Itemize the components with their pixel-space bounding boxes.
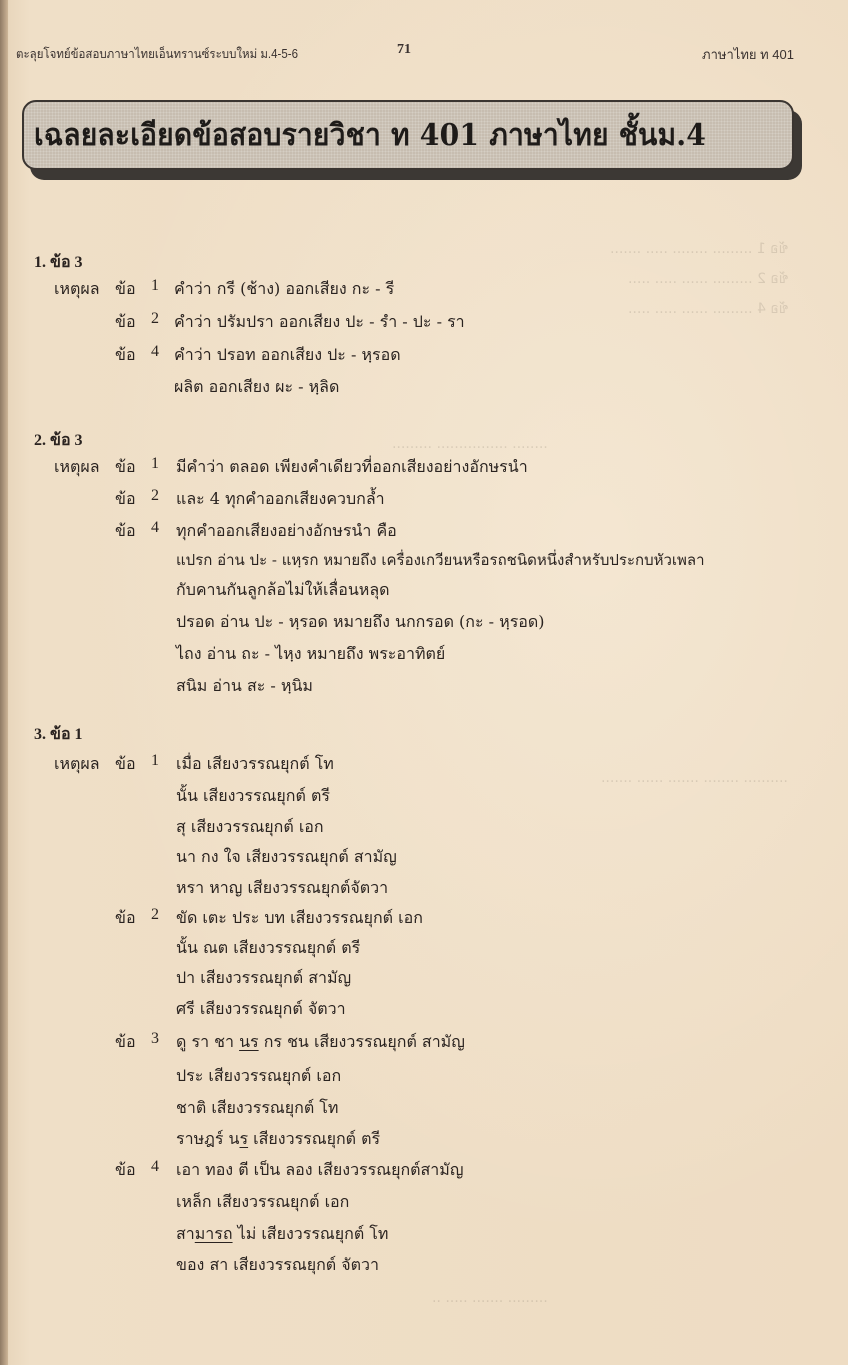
choice-number: 2: [151, 906, 159, 923]
reason-line: นั้น ณต เสียงวรรณยุกต์ ตรี: [176, 938, 361, 957]
title-banner-box: [22, 100, 794, 170]
book-title: ตะลุยโจทย์ข้อสอบภาษาไทยเอ็นทรานซ์ระบบใหม่ ม.4-5-6: [16, 47, 298, 61]
reason-line: หรา หาญ เสียงวรรณยุกต์จัตวา: [176, 878, 389, 897]
reason-line: ผลิต ออกเสียง ผะ - หฺลิด: [174, 377, 340, 396]
reason-line-underlined: [176, 1222, 388, 1247]
bleed-through-text: ......... ....... ..... ..: [432, 1290, 548, 1306]
choice-label: ข้อ: [115, 457, 136, 476]
subject-label: ภาษาไทย ท 401: [702, 47, 794, 62]
reason-label: เหตุผล: [54, 457, 100, 476]
reason-line: เหล็ก เสียงวรรณยุกต์ เอก: [176, 1192, 350, 1211]
reason-line: ศรี เสียงวรรณยุกต์ จัตวา: [176, 999, 346, 1018]
reason-line: ชาติ เสียงวรรณยุกต์ โท: [176, 1098, 339, 1117]
choice-number: 4: [151, 519, 159, 536]
reason-line-underlined: [176, 1030, 465, 1055]
reason-label: เหตุผล: [54, 279, 100, 298]
choice-number: 4: [151, 1158, 159, 1175]
book-spine-shadow: [0, 0, 8, 1365]
choice-label: ข้อ: [115, 908, 136, 927]
choice-number: 2: [151, 310, 159, 327]
choice-label: ข้อ: [115, 1160, 136, 1179]
choice-number: 1: [151, 455, 159, 472]
choice-number: 3: [151, 1030, 159, 1047]
question-2-heading: 2. ข้อ 3: [34, 432, 83, 449]
question-1-heading: 1. ข้อ 3: [34, 254, 83, 271]
underlined-word: มารถ: [194, 1224, 233, 1243]
title-banner: [22, 100, 806, 182]
reason-line: สุ เสียงวรรณยุกต์ เอก: [176, 817, 324, 836]
bleed-through-text: ข้อ 1 ......... ........ ..... .......: [609, 241, 788, 257]
reason-line: ประ เสียงวรรณยุกต์ เอก: [176, 1066, 342, 1085]
text-segment: ไม่ เสียงวรรณยุกต์ โท: [232, 1224, 389, 1243]
reason-line: ขัด เตะ ประ บท เสียงวรรณยุกต์ เอก: [176, 908, 423, 927]
reason-line: คำว่า กรี (ช้าง) ออกเสียง กะ - รี: [174, 279, 395, 298]
choice-label: ข้อ: [115, 1032, 136, 1051]
reason-line: ปรอด อ่าน ปะ - หฺรอด หมายถึง นกกรอด (กะ - หฺรอด): [176, 612, 545, 631]
text-segment: ดู รา ชา: [176, 1032, 240, 1051]
text-segment: สา: [176, 1224, 195, 1243]
choice-label: ข้อ: [115, 345, 136, 364]
bleed-through-text: ........ ................ .........: [392, 436, 548, 452]
bleed-through-text: .......... ........ ....... ...... .......: [601, 770, 788, 786]
text-segment: กร ชน เสียงวรรณยุกต์ สามัญ: [258, 1032, 465, 1051]
page-title: เฉลยละเอียดข้อสอบรายวิชา ท 401 ภาษาไทย ชั้นม.4: [34, 117, 707, 153]
reason-line: แปรก อ่าน ปะ - แหฺรก หมายถึง เครื่องเกวียนหรือรถชนิดหนึ่งสำหรับประกบหัวเพลา: [176, 551, 705, 569]
bleed-through-text: ข้อ 2 ......... ...... ..... .....: [627, 271, 788, 287]
underlined-word: ร: [239, 1129, 249, 1148]
bleed-through-text: ข้อ 4 ......... ...... ..... .....: [627, 301, 788, 317]
choice-label: ข้อ: [115, 489, 136, 508]
choice-number: 2: [151, 487, 159, 504]
choice-label: ข้อ: [115, 312, 136, 331]
reason-line-underlined: [176, 1127, 380, 1152]
page-number: 71: [397, 42, 411, 57]
reason-line: และ 4 ทุกคำออกเสียงควบกล้ำ: [176, 489, 385, 508]
choice-number: 4: [151, 343, 159, 360]
reason-line: สนิม อ่าน สะ - หฺนิม: [176, 676, 313, 695]
reason-line: มีคำว่า ตลอด เพียงคำเดียวที่ออกเสียงอย่างอักษรนำ: [176, 457, 528, 476]
choice-label: ข้อ: [115, 279, 136, 298]
reason-line: ปา เสียงวรรณยุกต์ สามัญ: [176, 968, 352, 987]
reason-line: ไถง อ่าน ถะ - ไหฺง หมายถึง พระอาทิตย์: [176, 644, 446, 663]
reason-line: คำว่า ปรอท ออกเสียง ปะ - หฺรอด: [174, 345, 401, 364]
choice-label: ข้อ: [115, 521, 136, 540]
running-header: [0, 44, 848, 64]
reason-line: ของ สา เสียงวรรณยุกต์ จัตวา: [176, 1255, 379, 1274]
reason-line: ทุกคำออกเสียงอย่างอักษรนำ คือ: [176, 521, 397, 540]
choice-label: ข้อ: [115, 754, 136, 773]
reason-line: กับคานกันลูกล้อไม่ให้เลื่อนหลุด: [176, 580, 390, 599]
question-3-heading: 3. ข้อ 1: [34, 726, 83, 743]
reason-line: เมื่อ เสียงวรรณยุกต์ โท: [176, 754, 334, 773]
text-segment: ราษฎร์ น: [176, 1129, 240, 1148]
reason-line: นา กง ใจ เสียงวรรณยุกต์ สามัญ: [176, 847, 397, 866]
reason-line: คำว่า ปรัมปรา ออกเสียง ปะ - รำ - ปะ - รา: [174, 312, 465, 331]
reason-label: เหตุผล: [54, 754, 100, 773]
reason-line: เอา ทอง ตี เป็น ลอง เสียงวรรณยุกต์สามัญ: [176, 1160, 464, 1179]
choice-number: 1: [151, 277, 159, 294]
choice-number: 1: [151, 752, 159, 769]
underlined-word: นร: [239, 1032, 259, 1051]
reason-line: นั้น เสียงวรรณยุกต์ ตรี: [176, 786, 330, 805]
text-segment: เสียงวรรณยุกต์ ตรี: [248, 1129, 381, 1148]
